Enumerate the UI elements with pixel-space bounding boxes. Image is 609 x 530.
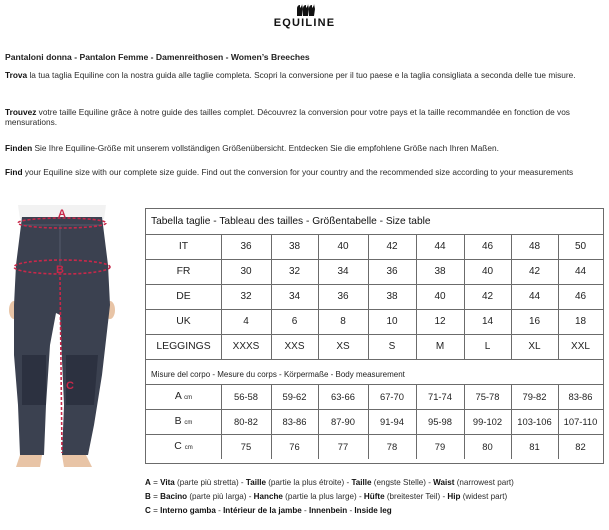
- intro-lead: Find: [5, 167, 23, 177]
- legend-line-a: A = Vita (parte più stretta) - Taille (partie la plus étroite) - Taille (engste Stelle) - Waist (narrowest part): [145, 478, 514, 487]
- table-cell: 18: [574, 316, 587, 327]
- table-column-rule: [318, 384, 319, 459]
- table-rule: [146, 309, 603, 310]
- conversion-row: [146, 259, 603, 284]
- table-column-rule: [416, 234, 417, 359]
- table-cell: 75: [240, 441, 252, 452]
- table-cell: 44: [574, 266, 587, 277]
- table-rule: [146, 384, 603, 385]
- legend-term-en: Inside leg: [354, 506, 392, 515]
- table-cell: 87-90: [331, 416, 355, 427]
- legend-letter: C: [145, 506, 151, 515]
- legend-term-it: Vita: [160, 478, 175, 487]
- measurements-heading: Misure del corpo - Mesure du corps - Körpermaße - Body measurement: [151, 370, 405, 379]
- table-cell: 46: [481, 241, 494, 252]
- row-label: B cm: [174, 416, 193, 427]
- table-cell: 76: [289, 441, 300, 452]
- table-column-rule: [221, 234, 222, 359]
- table-rule: [146, 409, 603, 410]
- table-column-rule: [368, 384, 369, 459]
- table-cell: 4: [243, 316, 249, 327]
- table-cell: 67-70: [380, 391, 404, 402]
- table-cell: XXXS: [232, 341, 260, 352]
- conversion-row: [146, 234, 603, 259]
- intro-paragraph-en: [5, 167, 605, 177]
- legend-line-c: C = Interno gamba - Intérieur de la jambe - Innenbein - Inside leg: [145, 506, 392, 515]
- table-cell: 32: [288, 266, 301, 277]
- unit-label: cm: [184, 445, 193, 451]
- table-cell: 46: [574, 291, 587, 302]
- table-cell: 36: [337, 291, 349, 302]
- legend-term-fr: Intérieur de la jambe: [223, 506, 302, 515]
- table-cell: XS: [336, 341, 350, 352]
- intro-text: your Equiline size with our complete size guide. Find out the conversion for your country and the recommended size according to your measurements: [22, 167, 574, 177]
- table-cell: 56-58: [234, 391, 258, 402]
- conversion-row: [146, 284, 603, 309]
- row-label: C cm: [174, 441, 193, 452]
- table-cell: 36: [386, 266, 398, 277]
- table-cell: 79-82: [522, 391, 547, 402]
- table-cell: 42: [528, 266, 541, 277]
- table-cell: 99-102: [472, 416, 503, 427]
- table-rule: [146, 259, 603, 260]
- row-label: UK: [176, 316, 191, 327]
- table-column-rule: [318, 234, 319, 359]
- table-cell: 40: [481, 266, 494, 277]
- marker-b-label: B: [56, 264, 64, 276]
- intro-text: la tua taglia Equiline con la nostra guida alle taglie completa. Scopri la conversione per il tuo paese e la taglia consigliata a seconda delle tue misure.: [27, 70, 576, 80]
- table-cell: 34: [288, 291, 301, 302]
- marker-c-label: C: [66, 380, 74, 392]
- figure-skin: [16, 455, 92, 467]
- intro-text: Sie Ihre Equiline-Größe mit unserem vollständigen Größenübersicht. Entdecken Sie die empfohlene Größe nach Ihren Maßen.: [32, 143, 499, 153]
- legend-term-de: Hüfte: [363, 492, 385, 501]
- table-column-rule: [511, 234, 512, 359]
- row-label: DE: [176, 291, 191, 302]
- table-column-rule: [368, 234, 369, 359]
- measurement-row: [146, 434, 603, 459]
- intro-paragraph-it: [5, 70, 605, 80]
- intro-text: votre taille Equiline grâce à notre guide des tailles complet. Découvrez la conversion pour votre pays et la taille recommandée en fonction de vos mensurations.: [5, 107, 570, 128]
- row-label: FR: [176, 266, 191, 277]
- table-cell: 81: [529, 441, 540, 452]
- table-column-rule: [464, 234, 465, 359]
- table-rule: [146, 434, 603, 435]
- table-cell: L: [484, 341, 491, 352]
- table-cell: 79: [434, 441, 446, 452]
- table-column-rule: [271, 384, 272, 459]
- table-cell: 83-86: [568, 391, 593, 402]
- legend-term-en: Hip: [447, 492, 461, 501]
- table-cell: 40: [434, 291, 446, 302]
- conversion-row: [146, 309, 603, 334]
- legend-letter: B: [145, 492, 151, 501]
- table-cell: 48: [528, 241, 541, 252]
- page-headline: Pantaloni donna - Pantalon Femme - Damenreithosen - Women’s Breeches: [5, 52, 310, 62]
- table-column-rule: [558, 384, 559, 459]
- table-cell: 40: [337, 241, 349, 252]
- table-cell: 12: [434, 316, 446, 327]
- table-cell: 8: [340, 316, 346, 327]
- table-cell: XXS: [284, 341, 305, 352]
- table-rule: [146, 234, 603, 235]
- table-cell: 42: [481, 291, 494, 302]
- table-cell: 36: [240, 241, 252, 252]
- table-cell: 10: [386, 316, 398, 327]
- table-cell: 32: [240, 291, 252, 302]
- legend-term-fr: Hanche: [253, 492, 283, 501]
- legend-term-en: Waist: [433, 478, 455, 487]
- table-cell: 6: [291, 316, 298, 327]
- table-cell: 30: [240, 266, 252, 277]
- table-cell: 63-66: [331, 391, 355, 402]
- legend-term-it: Interno gamba: [160, 506, 216, 515]
- row-label: IT: [178, 241, 189, 252]
- unit-label: cm: [184, 395, 193, 401]
- table-column-rule: [464, 384, 465, 459]
- table-cell: 38: [288, 241, 301, 252]
- legend-term-fr: Taille: [245, 478, 266, 487]
- unit-label: cm: [184, 420, 193, 426]
- intro-lead: Finden: [5, 143, 33, 153]
- table-cell: 75-78: [475, 391, 500, 402]
- table-cell: 107-110: [563, 416, 598, 427]
- table-cell: XL: [528, 341, 541, 352]
- table-column-rule: [558, 234, 559, 359]
- table-rule: [146, 284, 603, 285]
- table-column-rule: [416, 384, 417, 459]
- table-cell: 50: [574, 241, 587, 252]
- legend-letter: A: [145, 478, 151, 487]
- brand-name: EQUILINE: [273, 17, 336, 29]
- intro-paragraph-de: [5, 143, 605, 153]
- breeches-measurement-figure: [0, 205, 148, 470]
- intro-paragraph-fr: [5, 107, 605, 128]
- table-cell: 44: [434, 241, 446, 252]
- table-cell: 42: [386, 241, 398, 252]
- measurement-row: [146, 384, 603, 409]
- legend-term-de: Taille: [351, 478, 372, 487]
- table-cell: 59-62: [282, 391, 307, 402]
- size-table-title: Tabella taglie - Tableau des tailles - Größentabelle - Size table: [151, 216, 431, 227]
- table-cell: 80: [482, 441, 493, 452]
- legend-term-it: Bacino: [160, 492, 188, 501]
- table-cell: 78: [386, 441, 398, 452]
- row-label: LEGGINGS: [156, 341, 211, 352]
- measurement-row: [146, 409, 603, 434]
- table-column-rule: [511, 384, 512, 459]
- table-column-rule: [221, 384, 222, 459]
- table-cell: 83-86: [282, 416, 307, 427]
- table-cell: 34: [337, 266, 349, 277]
- table-cell: M: [435, 341, 445, 352]
- table-cell: 38: [386, 291, 398, 302]
- brand-logo: [0, 0, 609, 36]
- intro-lead: Trova: [5, 70, 28, 80]
- legend-term-de: Innenbein: [308, 506, 348, 515]
- legend-line-b: B = Bacino (parte più larga) - Hanche (partie la plus large) - Hüfte (breitester Teil) - Hip (widest part): [145, 492, 508, 501]
- intro-lead: Trouvez: [5, 107, 37, 117]
- table-cell: 103-106: [517, 416, 552, 427]
- horse-heads-emblem-icon: [294, 3, 316, 17]
- table-cell: S: [388, 341, 396, 352]
- table-cell: 71-74: [428, 391, 452, 402]
- table-cell: 77: [337, 441, 349, 452]
- size-table: [145, 208, 604, 464]
- row-label: A cm: [174, 391, 193, 402]
- table-cell: 38: [434, 266, 446, 277]
- table-rule: [146, 334, 603, 335]
- table-cell: 82: [575, 441, 586, 452]
- table-cell: 14: [481, 316, 494, 327]
- table-cell: 95-98: [428, 416, 452, 427]
- table-column-rule: [271, 234, 272, 359]
- table-cell: XXL: [571, 341, 590, 352]
- conversion-row: [146, 334, 603, 359]
- marker-a-label: A: [58, 208, 66, 220]
- table-cell: 16: [528, 316, 541, 327]
- table-cell: 44: [528, 291, 541, 302]
- table-cell: 91-94: [380, 416, 404, 427]
- table-rule: [146, 359, 603, 360]
- table-cell: 80-82: [234, 416, 258, 427]
